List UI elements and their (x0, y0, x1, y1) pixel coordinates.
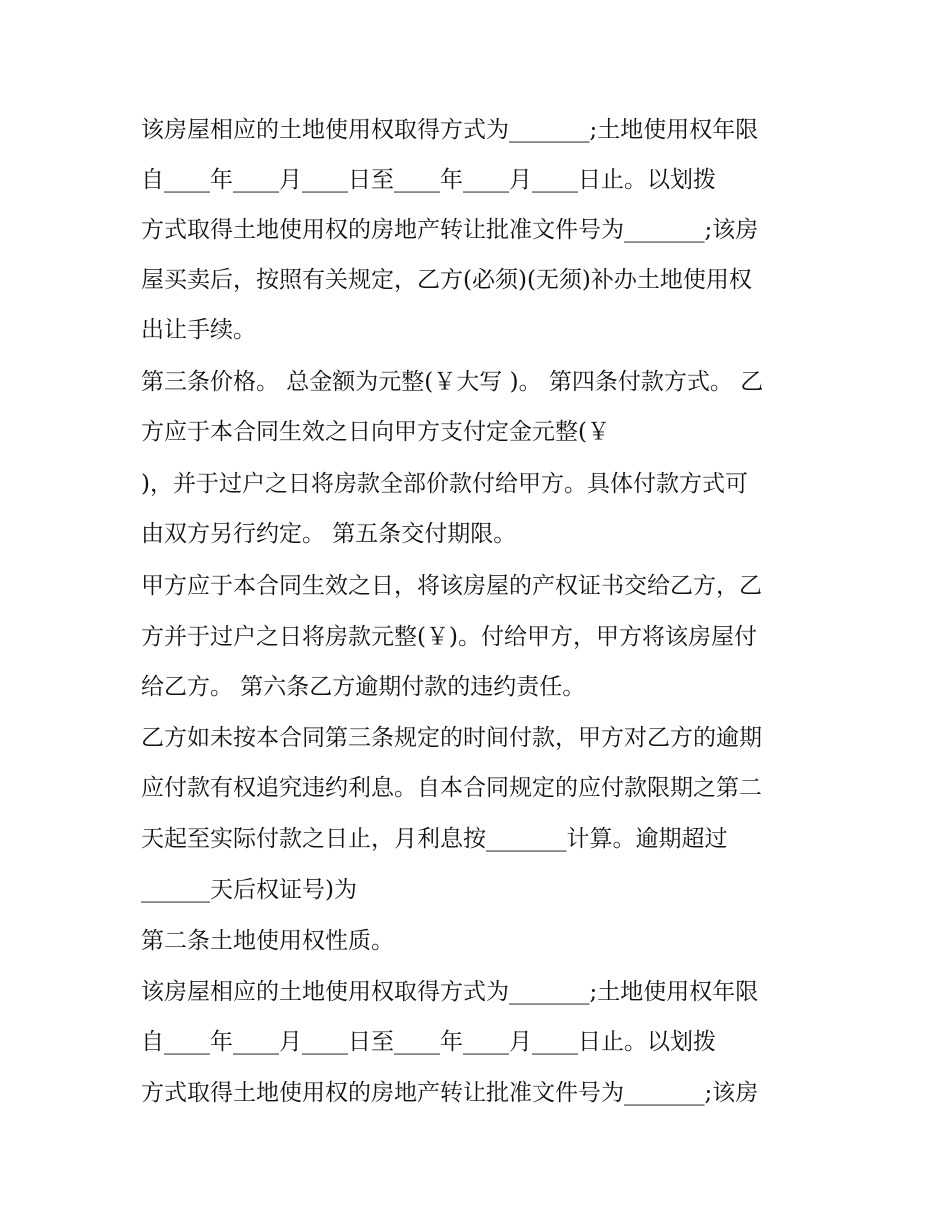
text-line: 屋买卖后，按照有关规定，乙方(必须)(无须)补办土地使用权 (141, 267, 752, 293)
text-line: 天起至实际付款之日止，月利息按_______计算。逾期超过 (141, 826, 728, 852)
text-line: 该房屋相应的土地使用权取得方式为_______;土地使用权年限 (141, 979, 759, 1005)
text-line: 自____年____月____日至____年____月____日止。以划拨 (141, 1029, 716, 1055)
text-line: 应付款有权追究违约利息。自本合同规定的应付款限期之第二 (141, 775, 762, 801)
text-line: 该房屋相应的土地使用权取得方式为_______;土地使用权年限 (141, 117, 759, 143)
text-line: 甲方应于本合同生效之日，将该房屋的产权证书交给乙方，乙 (141, 573, 762, 599)
text-line: 方式取得土地使用权的房地产转让批准文件号为_______;该房 (141, 217, 759, 243)
text-line: ______天后权证号)为 (141, 877, 357, 903)
text-line: 第三条价格。 总金额为元整(￥大写 )。 第四条付款方式。 乙 (141, 369, 764, 395)
text-line: 给乙方。 第六条乙方逾期付款的违约责任。 (141, 674, 586, 700)
text-line: )，并于过户之日将房款全部价款付给甲方。具体付款方式可 (141, 471, 748, 497)
text-line: 乙方如未按本合同第三条规定的时间付款，甲方对乙方的逾期 (141, 725, 762, 751)
text-line: 方应于本合同生效之日向甲方支付定金元整(￥ (141, 419, 610, 445)
text-line: 方式取得土地使用权的房地产转让批准文件号为_______;该房 (141, 1080, 759, 1106)
text-line: 自____年____月____日至____年____月____日止。以划拨 (141, 167, 716, 193)
text-line: 第二条土地使用权性质。 (141, 928, 394, 954)
text-line: 出让手续。 (141, 317, 256, 343)
text-line: 方并于过户之日将房款元整(￥)。付给甲方，甲方将该房屋付 (141, 624, 757, 650)
text-line: 由双方另行约定。 第五条交付期限。 (141, 521, 517, 547)
